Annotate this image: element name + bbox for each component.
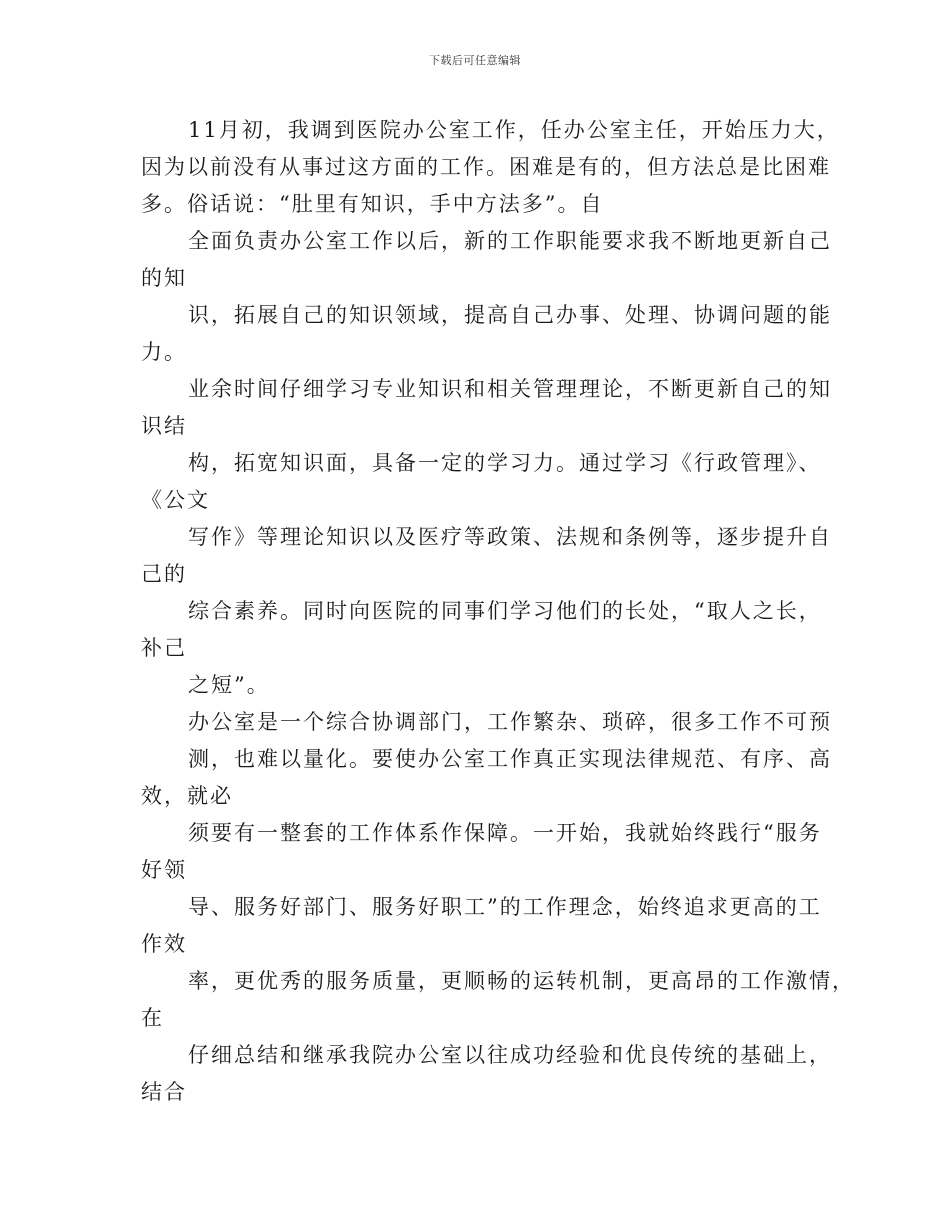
- text-line: 己的: [141, 562, 187, 586]
- text-line: 构，拓宽知识面，具备一定的学习力。通过学习《行政管理》、: [188, 451, 822, 475]
- text-line: 补己: [141, 636, 187, 660]
- text-line: 综合素养。同时向医院的同事们学习他们的长处，“取人之长，: [188, 599, 822, 623]
- text-line: 在: [141, 1006, 164, 1030]
- text-line: 多。俗话说：“肚里有知识，手中方法多”。自: [141, 192, 604, 216]
- page-header: 下载后可任意编辑: [429, 54, 521, 67]
- text-line: 因为以前没有从事过这方面的工作。困难是有的，但方法总是比困难: [141, 155, 831, 179]
- text-line: 率，更优秀的服务质量，更顺畅的运转机制，更高昂的工作激情，: [188, 969, 855, 993]
- text-line: 作效: [141, 932, 187, 956]
- text-line: 11月初，我调到医院办公室工作，任办公室主任，开始压力大，: [188, 118, 840, 142]
- text-line: 好领: [141, 858, 187, 882]
- text-line: 须要有一整套的工作体系作保障。一开始，我就始终践行“服务: [188, 821, 822, 845]
- text-line: 的知: [141, 266, 187, 290]
- text-line: 之短”。: [188, 673, 270, 697]
- text-line: 测，也难以量化。要使办公室工作真正实现法律规范、有序、高: [188, 747, 832, 771]
- text-line: 结合: [141, 1080, 187, 1104]
- text-line: 仔细总结和继承我院办公室以往成功经验和优良传统的基础上，: [188, 1043, 832, 1067]
- text-line: 办公室是一个综合协调部门，工作繁杂、琐碎，很多工作不可预: [188, 710, 832, 734]
- text-line: 写作》等理论知识以及医疗等政策、法规和条例等，逐步提升自: [188, 525, 832, 549]
- text-line: 《公文: [141, 488, 210, 512]
- text-line: 力。: [141, 340, 187, 364]
- text-line: 全面负责办公室工作以后，新的工作职能要求我不断地更新自己: [188, 229, 832, 253]
- text-line: 识结: [141, 414, 187, 438]
- text-line: 效，就必: [141, 784, 233, 808]
- body-text: [141, 112, 855, 1111]
- text-line: 识，拓展自己的知识领域，提高自己办事、处理、协调问题的能: [188, 303, 832, 327]
- text-line: 导、服务好部门、服务好职工”的工作理念，始终追求更高的工: [188, 895, 822, 919]
- text-line: 业余时间仔细学习专业知识和相关管理理论，不断更新自己的知: [188, 377, 832, 401]
